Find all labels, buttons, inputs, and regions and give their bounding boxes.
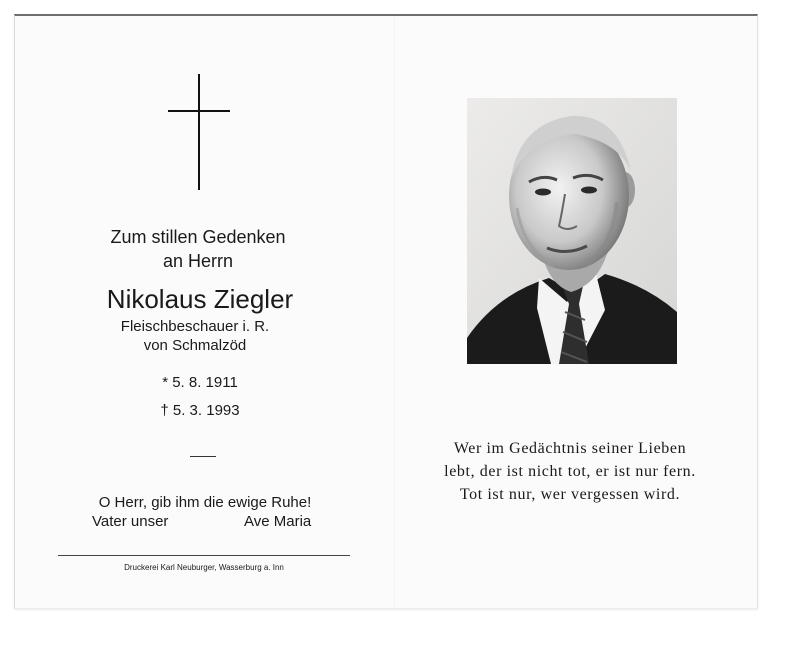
divider-long (58, 555, 350, 556)
portrait-photo (467, 98, 677, 364)
death-date: † 5. 3. 1993 (160, 402, 240, 419)
prayer-vater-unser: Vater unser (92, 513, 169, 530)
divider-short (190, 456, 216, 457)
dedication-line-2: an Herrn (162, 251, 234, 271)
quote-line-2: lebt, der ist nicht tot, er ist nur fern. (444, 463, 696, 480)
printer-credit: Druckerei Karl Neuburger, Wasserburg a. Inn (124, 563, 284, 572)
dedication-line-1: Zum stillen Gedenken (110, 227, 286, 247)
deceased-name: Nikolaus Ziegler (106, 284, 294, 314)
birth-date: * 5. 8. 1911 (162, 374, 238, 391)
quote-line-3: Tot ist nur, wer vergessen wird. (459, 486, 681, 503)
card-fold (394, 14, 395, 608)
cross-icon (168, 74, 230, 190)
prayer-line: O Herr, gib ihm die ewige Ruhe! (98, 494, 312, 511)
quote-line-1: Wer im Gedächtnis seiner Lieben (453, 440, 687, 457)
origin: von Schmalzöd (143, 337, 247, 354)
prayer-ave-maria: Ave Maria (244, 513, 312, 530)
occupation: Fleischbeschauer i. R. (120, 318, 270, 335)
